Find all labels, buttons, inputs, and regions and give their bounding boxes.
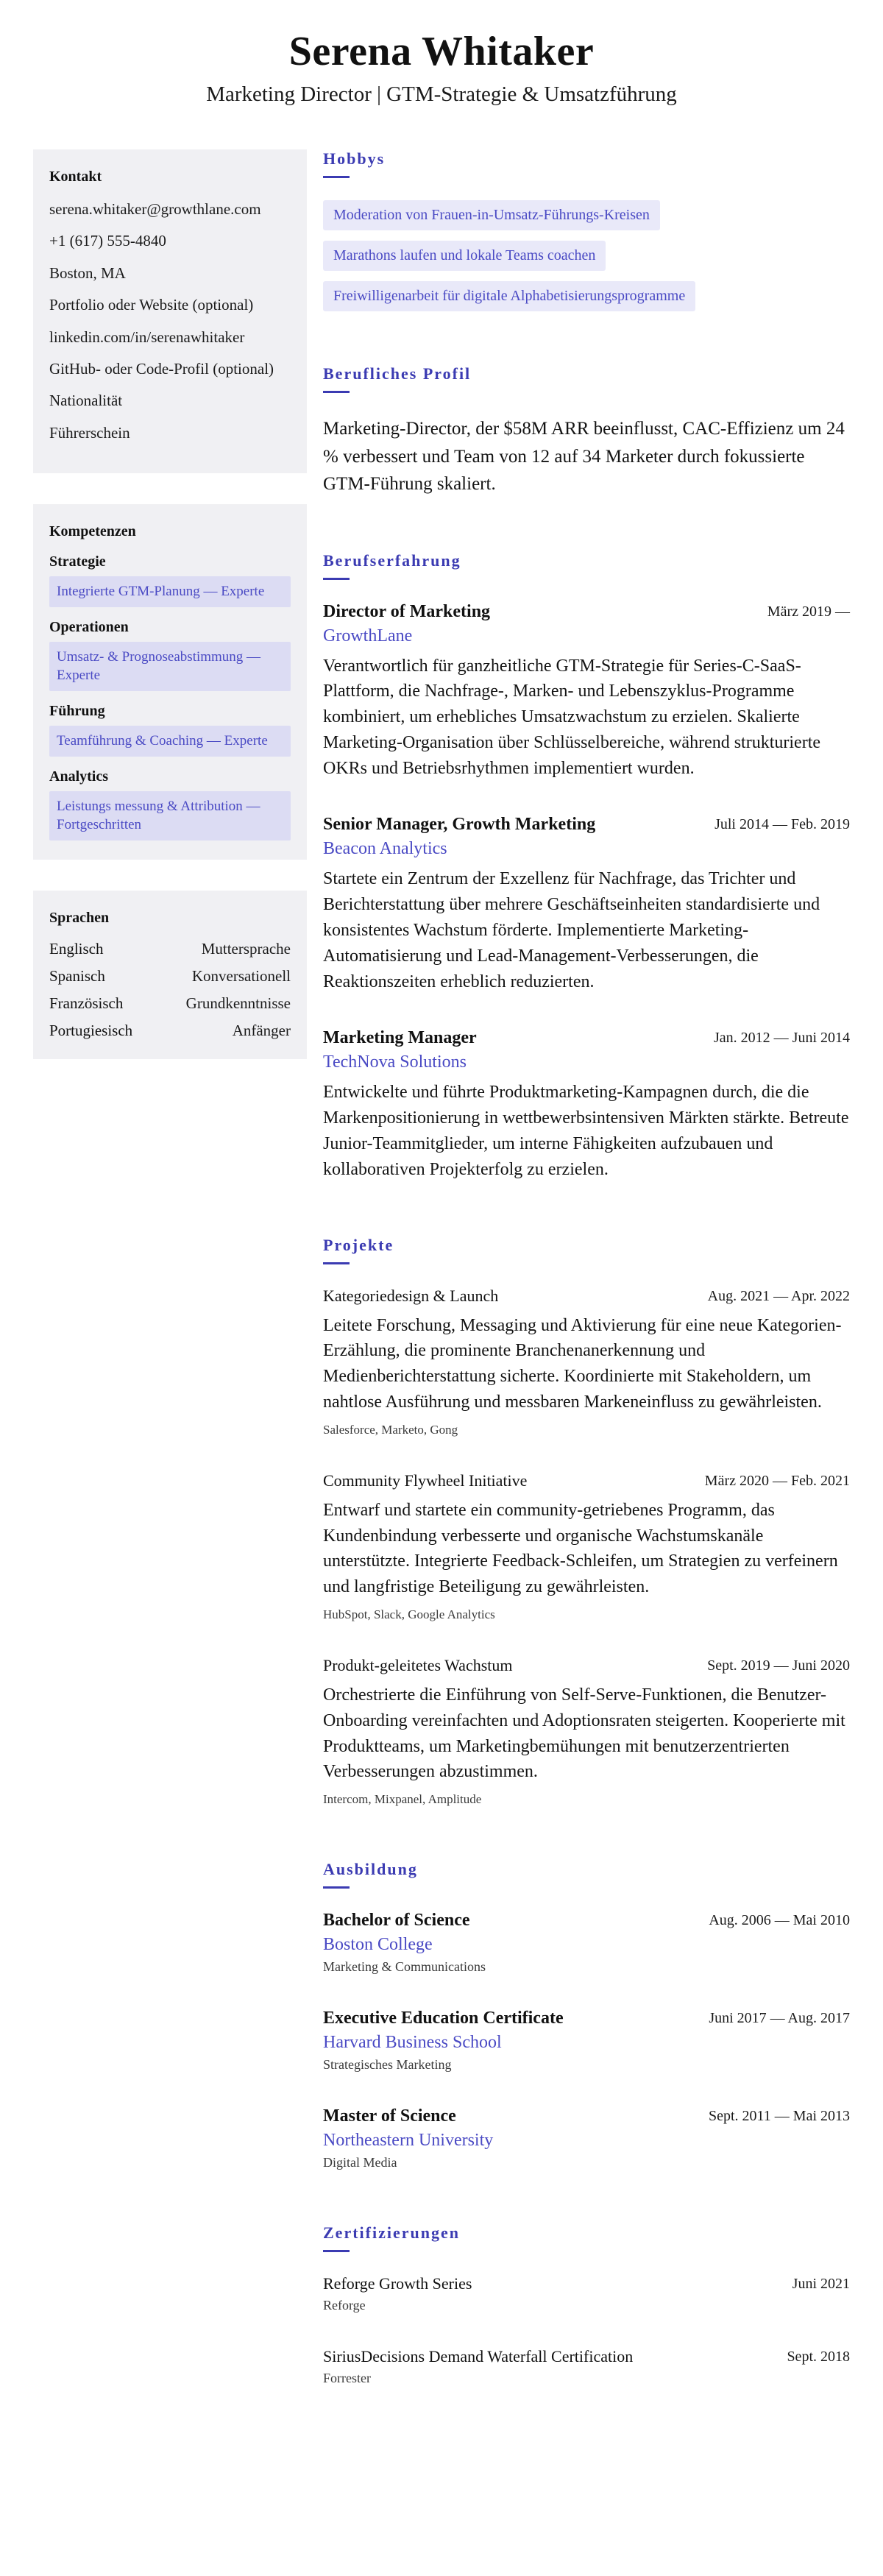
- project-description: Entwarf und startete ein community-getriebenes Programm, das Kundenbindung verbesserte und organische Wachstumskanäle unterstützte. Integrierte Feedback-Schleifen, um Strategien zu verfeinern und langfristige Beteiligung zu gewährleisten.: [323, 1500, 838, 1597]
- skills-section: [33, 504, 307, 860]
- project-description: Leitete Forschung, Messaging und Aktivierung für eine neue Kategorien-Erzählung, die prominente Branchenanerkennung und Medienberichterstattung sicherte. Koordinierte mit Stakeholdern, um nahtlose Ausführung und messbaren Markeneinfluss zu gewährleisten.: [323, 1315, 842, 1412]
- resume-body: [0, 149, 883, 2439]
- contact-portfolio: Portfolio oder Website (optional): [49, 296, 254, 314]
- languages-heading: Sprachen: [49, 909, 110, 926]
- hobby-item: Marathons laufen und lokale Teams coachen: [323, 241, 606, 271]
- degree-title: Master of Science: [323, 2106, 456, 2126]
- profile-summary: Marketing-Director, der $58M ARR beeinflusst, CAC-Effizienz um 24 % verbessert und Team von 12 auf 34 Marketer durch fokussierte GTM-Führung skaliert.: [323, 419, 845, 494]
- person-title: Marketing Director | GTM-Strategie & Umsatzführung: [206, 82, 677, 106]
- education-section: [323, 1860, 850, 2170]
- education-heading: Ausbildung: [323, 1860, 418, 1879]
- section-rule: [323, 176, 350, 178]
- experience-item: [323, 815, 850, 994]
- certification-item-header: [323, 2274, 850, 2293]
- contact-phone: +1 (617) 555-4840: [49, 232, 166, 250]
- profile-section: [323, 364, 850, 498]
- field-of-study: Marketing & Communications: [323, 1959, 486, 1975]
- certification-date: Sept. 2018: [787, 2349, 850, 2366]
- experience-item: [323, 602, 850, 782]
- contact-linkedin: linkedin.com/in/serenawhitaker: [49, 328, 245, 346]
- certification-issuer: Reforge: [323, 2298, 366, 2313]
- language-name: Englisch: [49, 939, 104, 958]
- job-title: Marketing Manager: [323, 1028, 477, 1048]
- section-rule: [323, 1262, 350, 1264]
- resume-header: [0, 0, 883, 107]
- contact-drivers-license: Führerschein: [49, 423, 130, 442]
- skill-group-label: Operationen: [49, 618, 129, 635]
- project-item-header: [323, 1656, 850, 1675]
- certification-item: [323, 2274, 850, 2313]
- education-item: [323, 2106, 850, 2170]
- education-item-header: [323, 2106, 850, 2126]
- company-link[interactable]: GrowthLane: [323, 626, 413, 645]
- skill-pill: Teamführung & Coaching — Experte: [49, 726, 291, 757]
- experience-item: [323, 1028, 850, 1182]
- job-description: Startete ein Zentrum der Exzellenz für Nachfrage, das Trichter und Berichterstattung über mehrere Geschäftseinheiten standardisierte und konsistentes Wachstum förderte. Implementierte Marketing-Automatisierung und Lead-Management-Verbesserungen, die Reaktionszeiten erheblich reduzierten.: [323, 869, 820, 991]
- languages-section: [33, 891, 307, 1059]
- job-dates: März 2019 —: [767, 603, 850, 620]
- field-of-study: Strategisches Marketing: [323, 2057, 452, 2073]
- education-dates: Aug. 2006 — Mai 2010: [709, 1912, 850, 1929]
- section-rule: [323, 391, 350, 393]
- contact-email: serena.whitaker@growthlane.com: [49, 200, 261, 218]
- field-of-study: Digital Media: [323, 2155, 397, 2170]
- contact-location: Boston, MA: [49, 263, 126, 282]
- language-row: [49, 994, 291, 1013]
- experience-item-header: [323, 1028, 850, 1048]
- school-link[interactable]: Boston College: [323, 1935, 433, 1955]
- sidebar: [33, 149, 307, 1090]
- project-description: Orchestrierte die Einführung von Self-Serve-Funktionen, die Benutzer-Onboarding vereinfachten und Adoptionsraten steigerten. Kooperierte mit Produktteams, um Marketingbemühungen mit benutzerzentrierten Verbesserungen abzustimmen.: [323, 1685, 845, 1782]
- project-name: Kategoriedesign & Launch: [323, 1286, 499, 1305]
- language-level: Konversationell: [191, 966, 291, 985]
- project-item: [323, 1471, 850, 1622]
- degree-title: Executive Education Certificate: [323, 2009, 564, 2028]
- hobbies-section: [323, 149, 850, 311]
- hobbies-heading: Hobbys: [323, 149, 386, 168]
- experience-item-header: [323, 815, 850, 835]
- language-row: [49, 940, 291, 958]
- projects-heading: Projekte: [323, 1235, 394, 1254]
- hobby-item: Moderation von Frauen-in-Umsatz-Führungs-Kreisen: [323, 200, 660, 230]
- language-level: Anfänger: [232, 1021, 291, 1039]
- job-dates: Juli 2014 — Feb. 2019: [714, 816, 850, 833]
- education-item: [323, 2009, 850, 2073]
- school-link[interactable]: Northeastern University: [323, 2131, 494, 2151]
- section-rule: [323, 1886, 350, 1889]
- main-column: [323, 149, 850, 2439]
- company-link[interactable]: TechNova Solutions: [323, 1052, 467, 1072]
- project-dates: März 2020 — Feb. 2021: [704, 1472, 850, 1489]
- job-description: Entwickelte und führte Produktmarketing-Kampagnen durch, die die Markenpositionierung in wettbewerbsintensiven Märkten stärkte. Betreute Junior-Teammitglieder, um interne Fähigkeiten aufzubauen und kollaborativen Projekterfolg zu erzielen.: [323, 1083, 849, 1179]
- certification-name: Reforge Growth Series: [323, 2274, 472, 2293]
- language-name: Portugiesisch: [49, 1021, 133, 1039]
- education-item: [323, 1911, 850, 1975]
- projects-section: [323, 1236, 850, 1808]
- project-dates: Aug. 2021 — Apr. 2022: [707, 1287, 850, 1304]
- education-item-header: [323, 1911, 850, 1931]
- job-title: Director of Marketing: [323, 601, 491, 621]
- section-rule: [323, 578, 350, 580]
- project-tools: Intercom, Mixpanel, Amplitude: [323, 1792, 482, 1807]
- skill-group-label: Analytics: [49, 768, 108, 785]
- contact-github: GitHub- oder Code-Profil (optional): [49, 359, 274, 378]
- project-name: Produkt-geleitetes Wachstum: [323, 1656, 513, 1675]
- profile-heading: Berufliches Profil: [323, 364, 472, 383]
- certification-item-header: [323, 2347, 850, 2366]
- contact-heading: Kontakt: [49, 169, 102, 185]
- language-level: Grundkenntnisse: [185, 994, 291, 1012]
- project-tools: HubSpot, Slack, Google Analytics: [323, 1607, 495, 1622]
- project-item-header: [323, 1287, 850, 1306]
- company-link[interactable]: Beacon Analytics: [323, 839, 447, 859]
- experience-heading: Berufserfahrung: [323, 551, 461, 570]
- skill-group-label: Strategie: [49, 553, 106, 570]
- skills-heading: Kompetenzen: [49, 523, 136, 540]
- education-item-header: [323, 2009, 850, 2028]
- person-name: Serena Whitaker: [288, 29, 595, 74]
- education-dates: Juni 2017 — Aug. 2017: [709, 2010, 850, 2027]
- project-name: Community Flywheel Initiative: [323, 1471, 528, 1490]
- project-tools: Salesforce, Marketo, Gong: [323, 1422, 458, 1437]
- language-row: [49, 1022, 291, 1040]
- language-level: Muttersprache: [201, 939, 291, 958]
- project-item-header: [323, 1471, 850, 1490]
- skill-pill: Leistungs messung & Attribution — Fortgeschritten: [49, 791, 291, 841]
- skill-pill: Integrierte GTM-Planung — Experte: [49, 576, 291, 607]
- certifications-heading: Zertifizierungen: [323, 2223, 460, 2243]
- language-name: Französisch: [49, 994, 124, 1012]
- certification-date: Juni 2021: [792, 2276, 850, 2293]
- hobby-item: Freiwilligenarbeit für digitale Alphabetisierungsprogramme: [323, 281, 695, 311]
- certification-name: SiriusDecisions Demand Waterfall Certification: [323, 2347, 634, 2366]
- section-rule: [323, 2250, 350, 2252]
- job-dates: Jan. 2012 — Juni 2014: [714, 1030, 850, 1047]
- language-name: Spanisch: [49, 966, 105, 985]
- project-item: [323, 1287, 850, 1437]
- experience-item-header: [323, 602, 850, 622]
- skill-group-label: Führung: [49, 703, 105, 720]
- job-description: Verantwortlich für ganzheitliche GTM-Strategie für Series-C-SaaS-Plattform, die Nachfrage-, Marken- und Lebenszyklus-Programme kombiniert, um erhebliches Umsatzwachstum zu erzielen. Skalierte Marketing-Organisation über Schlüsselbereiche, während strukturierte OKRs und Betriebsrhythmen implementiert wurden.: [323, 656, 821, 778]
- contact-section: [33, 149, 307, 473]
- certifications-section: [323, 2223, 850, 2386]
- degree-title: Bachelor of Science: [323, 1911, 470, 1931]
- skill-pill: Umsatz- & Prognoseabstimmung — Experte: [49, 642, 291, 691]
- project-item: [323, 1656, 850, 1807]
- project-dates: Sept. 2019 — Juni 2020: [707, 1657, 850, 1674]
- certification-issuer: Forrester: [323, 2371, 371, 2386]
- school-link[interactable]: Harvard Business School: [323, 2033, 502, 2053]
- education-dates: Sept. 2011 — Mai 2013: [708, 2108, 850, 2125]
- experience-section: [323, 551, 850, 1183]
- certification-item: [323, 2347, 850, 2386]
- language-row: [49, 967, 291, 986]
- contact-nationality: Nationalität: [49, 392, 123, 410]
- job-title: Senior Manager, Growth Marketing: [323, 815, 596, 835]
